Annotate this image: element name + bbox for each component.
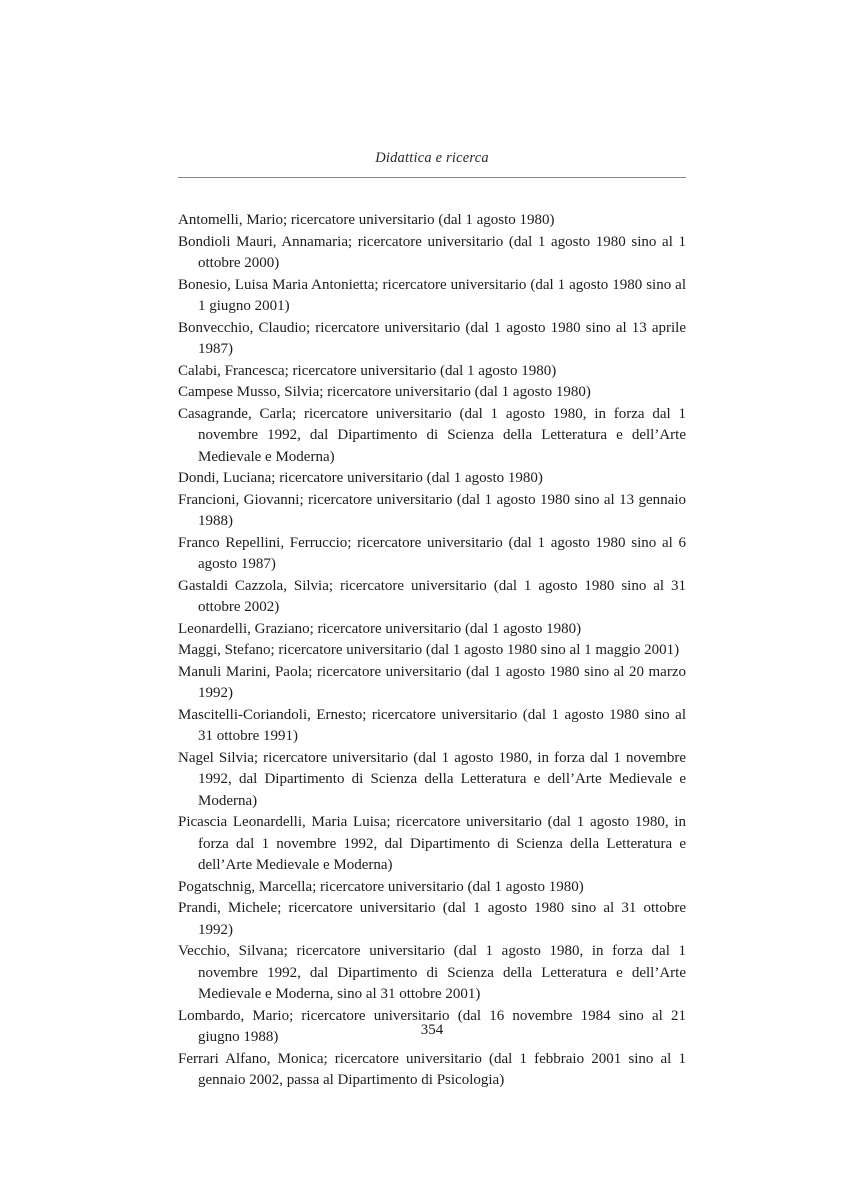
entry: Picascia Leonardelli, Maria Luisa; ricercatore universitario (dal 1 agosto 1980, in forza dal 1 novembre 1992, dal Dipartimento di Scienza della Letteratura e dell’Arte Medievale e Moderna) <box>178 814 686 873</box>
entry: Lombardo, Mario; ricercatore universitario (dal 16 novembre 1984 sino al 21 giugno 1988) <box>178 1007 686 1045</box>
entry: Casagrande, Carla; ricercatore universitario (dal 1 agosto 1980, in forza dal 1 novembre 1992, dal Dipartimento di Scienza della Letteratura e dell’Arte Medievale e Moderna) <box>178 405 686 465</box>
running-head-title: Didattica e ricerca <box>375 150 489 166</box>
page-number: 354 <box>420 1022 444 1038</box>
entry: Campese Musso, Silvia; ricercatore universitario (dal 1 agosto 1980) <box>178 384 591 400</box>
entry: Mascitelli-Coriandoli, Ernesto; ricercatore universitario (dal 1 agosto 1980 sino al 31 ottobre 1991) <box>178 706 686 744</box>
entry: Ferrari Alfano, Monica; ricercatore universitario (dal 1 febbraio 2001 sino al 1 gennaio 2002, passa al Dipartimento di Psicologia) <box>178 1050 686 1088</box>
entry: Nagel Silvia; ricercatore universitario (dal 1 agosto 1980, in forza dal 1 novembre 1992, dal Dipartimento di Scienza della Letteratura e dell’Arte Medievale e Moderna) <box>178 749 686 809</box>
entry: Francioni, Giovanni; ricercatore universitario (dal 1 agosto 1980 sino al 13 gennaio 1988) <box>178 491 686 529</box>
entry: Prandi, Michele; ricercatore universitario (dal 1 agosto 1980 sino al 31 ottobre 1992) <box>178 900 686 938</box>
entry: Dondi, Luciana; ricercatore universitario (dal 1 agosto 1980) <box>178 470 543 486</box>
entry: Calabi, Francesca; ricercatore universitario (dal 1 agosto 1980) <box>178 362 557 379</box>
header-rule <box>178 177 686 178</box>
entries-list <box>178 210 686 1092</box>
entry: Pogatschnig, Marcella; ricercatore universitario (dal 1 agosto 1980) <box>178 878 584 895</box>
entry: Gastaldi Cazzola, Silvia; ricercatore universitario (dal 1 agosto 1980 sino al 31 ottobre 2002) <box>178 577 686 615</box>
entry: Leonardelli, Graziano; ricercatore universitario (dal 1 agosto 1980) <box>178 620 582 637</box>
page-content <box>178 150 686 1092</box>
entry: Franco Repellini, Ferruccio; ricercatore universitario (dal 1 agosto 1980 sino al 6 agosto 1987) <box>178 534 686 572</box>
entry: Maggi, Stefano; ricercatore universitario (dal 1 agosto 1980 sino al 1 maggio 2001) <box>178 642 680 658</box>
entry: Manuli Marini, Paola; ricercatore universitario (dal 1 agosto 1980 sino al 20 marzo 1992) <box>178 663 686 701</box>
entry: Bonesio, Luisa Maria Antonietta; ricercatore universitario (dal 1 agosto 1980 sino al 1 giugno 2001) <box>178 276 686 314</box>
entry: Bonvecchio, Claudio; ricercatore universitario (dal 1 agosto 1980 sino al 13 aprile 1987) <box>178 319 686 357</box>
entry: Antomelli, Mario; ricercatore universitario (dal 1 agosto 1980) <box>178 212 555 228</box>
entry: Bondioli Mauri, Annamaria; ricercatore universitario (dal 1 agosto 1980 sino al 1 ottobre 2000) <box>178 233 686 271</box>
entry: Vecchio, Silvana; ricercatore universitario (dal 1 agosto 1980, in forza dal 1 novembre 1992, dal Dipartimento di Scienza della Letteratura e dell’Arte Medievale e Moderna, sino al 31 ottobre 2001) <box>178 943 686 1002</box>
